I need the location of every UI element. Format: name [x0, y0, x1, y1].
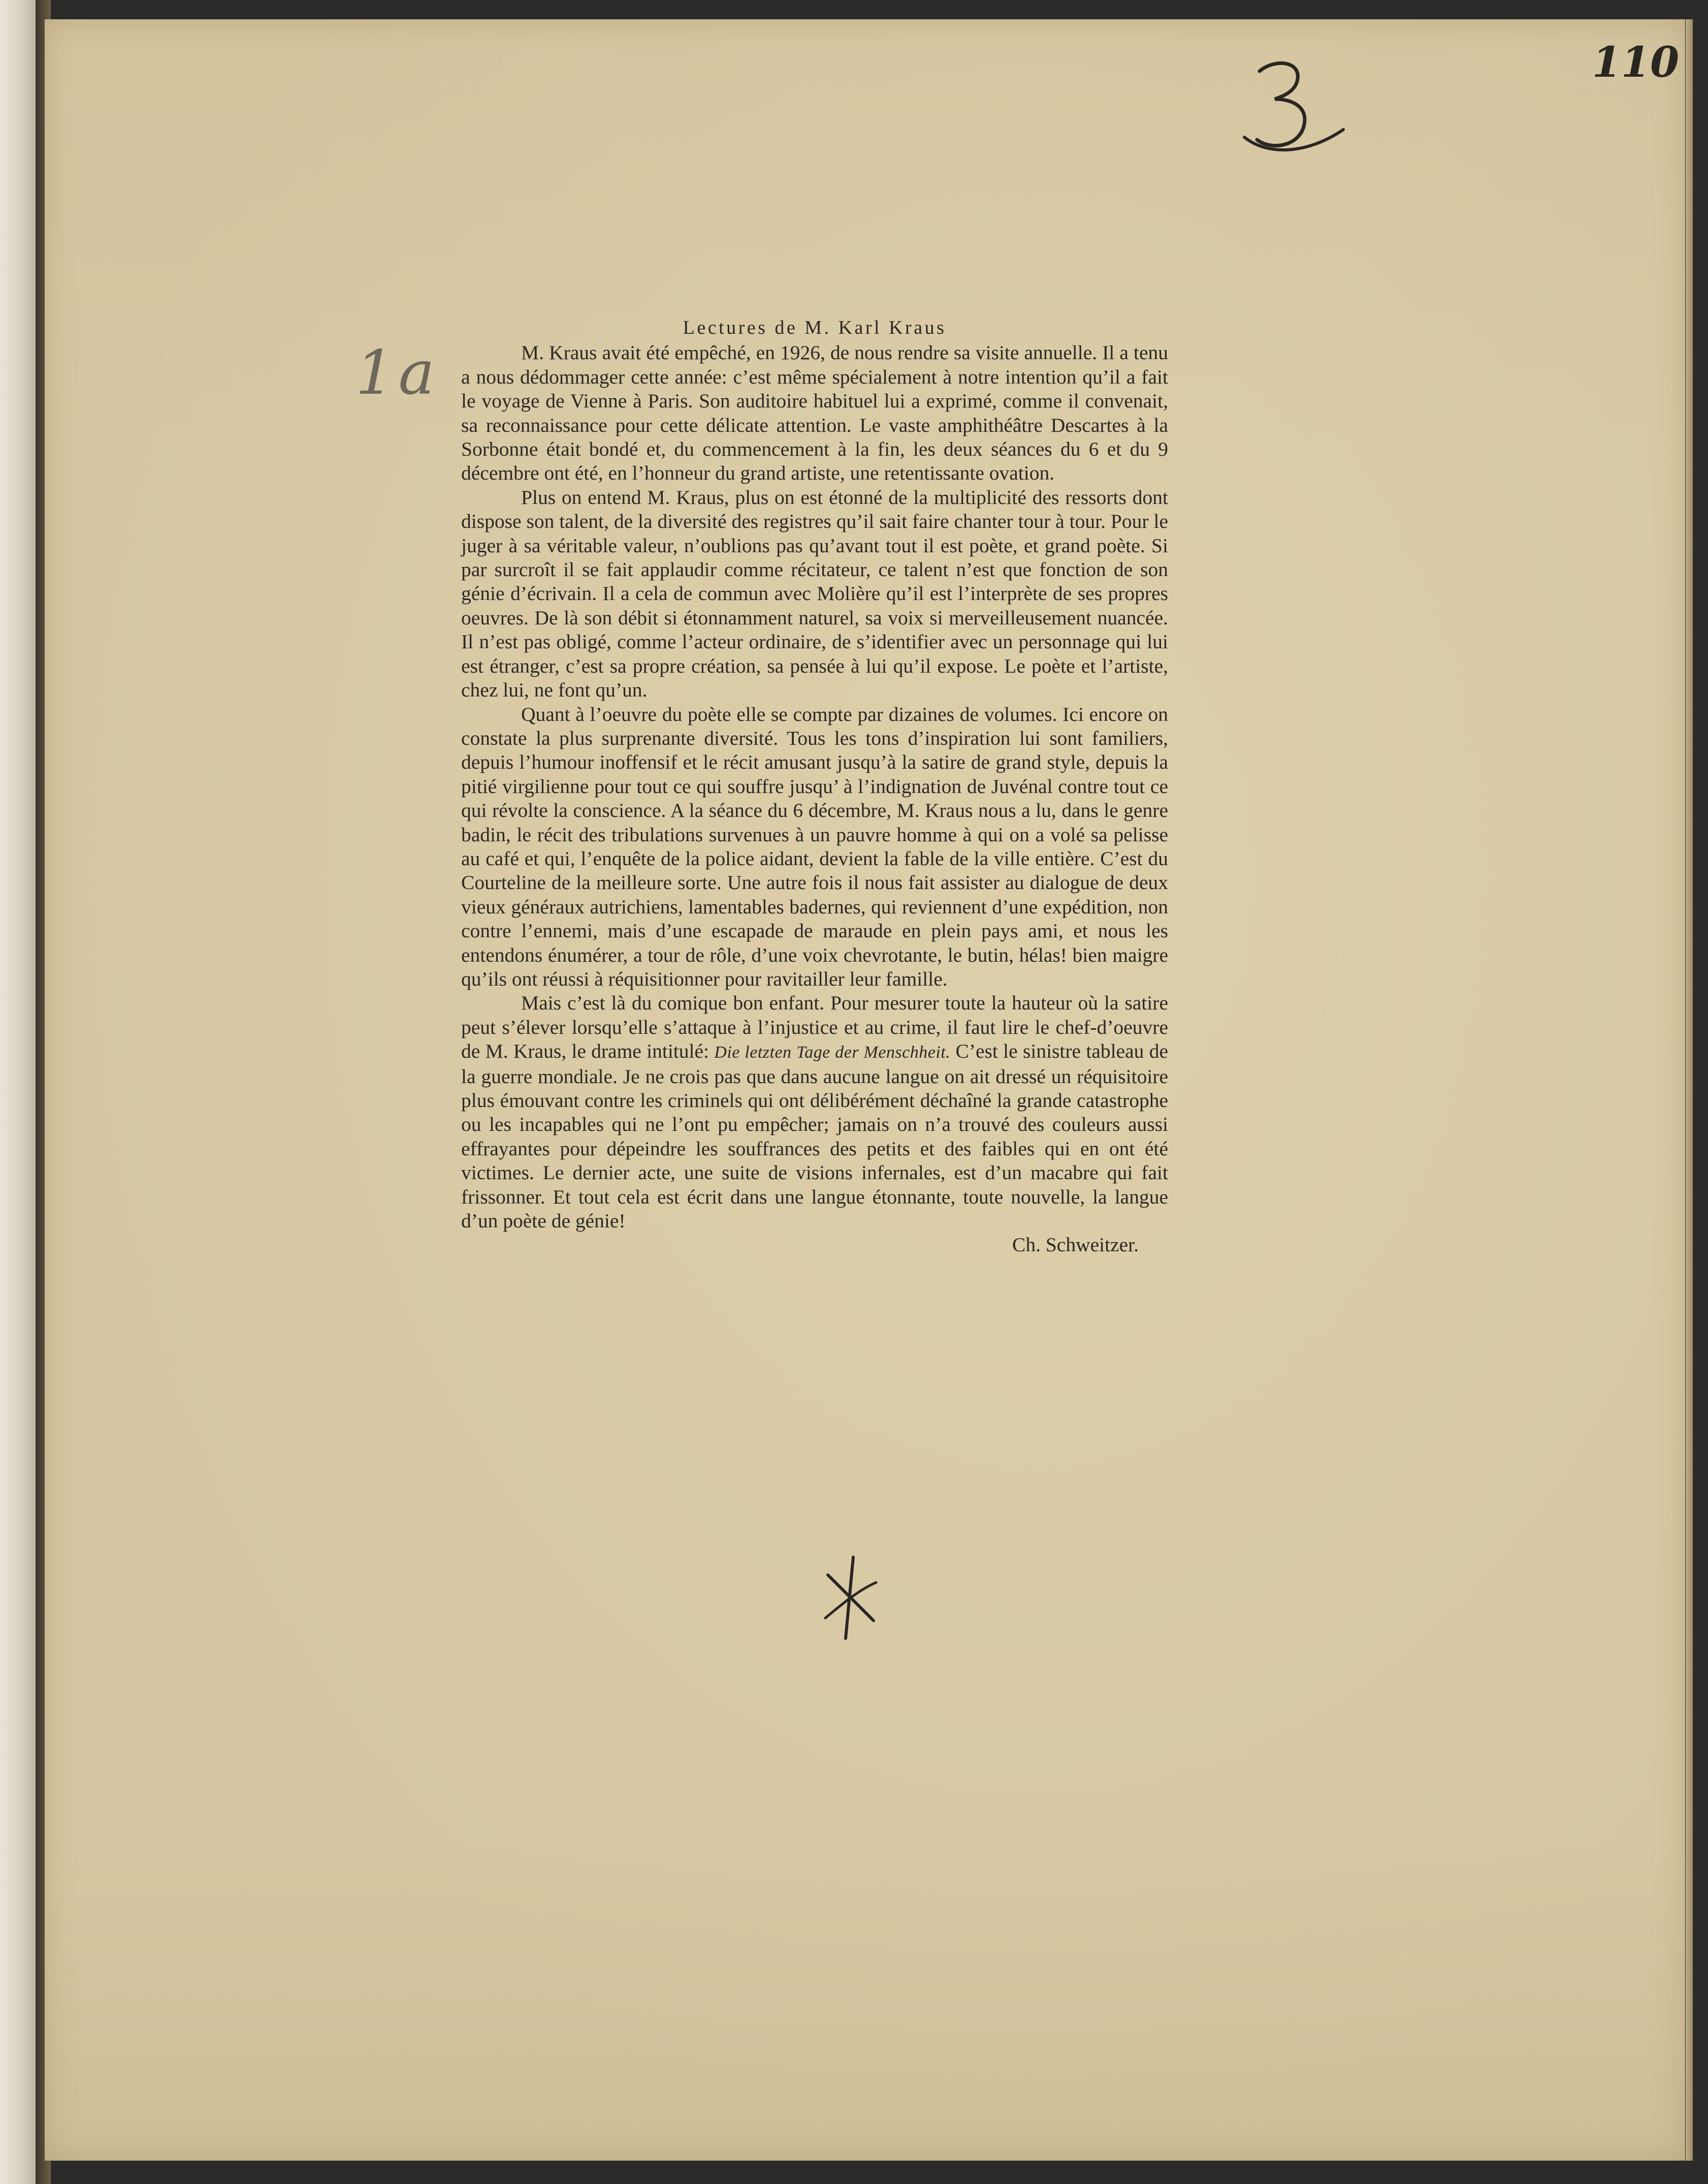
- drama-title: Die letzten Tage der Menschheit.: [714, 1043, 951, 1062]
- article: [461, 316, 1168, 1257]
- handwritten-cross-mark: [818, 1555, 884, 1641]
- margin-pencil-note: 1a: [356, 338, 439, 408]
- page-edge: [1686, 19, 1693, 2161]
- article-title: Lectures de M. Karl Kraus: [683, 317, 947, 338]
- book-binding: [0, 0, 36, 2184]
- handwritten-sheet-number: [1239, 48, 1351, 160]
- paragraph-2: Plus on entend M. Kraus, plus on est étonné de la multiplicité des ressorts dont dispose son talent, de la diversité des registres qu’il sait faire chanter tour à tour. Pour le juger à sa véritable valeur, n’oublions pas qu’avant tout il est poète, et grand poète. Si par surcroît il se fait applaudir comme récitateur, ce talent n’est que fonction de son génie d’écrivain. Il a cela de commun avec Molière qu’il est l’interprète de ses propres oeuvres. De là son débit si étonnamment naturel, sa voix si merveilleusement nuancée. Il n’est pas obligé, comme l’acteur ordinaire, de s’identifier avec un personnage qui lui est étranger, c’est sa propre création, sa pensée à lui qu’il expose. Le poète et l’artiste, chez lui, ne font qu’un.: [461, 486, 1168, 702]
- paragraph-4: [461, 991, 1168, 1233]
- paragraph-1: M. Kraus avait été empêché, en 1926, de nous rendre sa visite annuelle. Il a tenu a nous dédommager cette année: c’est même spécialement à notre intention qu’il a fait le voyage de Vienne à Paris. Son auditoire habituel lui a exprimé, comme il convenait, sa reconnaissance pour cette délicate attention. Le vaste amphithéâtre Descartes à la Sorbonne était bondé et, du commencement à la fin, les deux séances du 6 et du 9 décembre ont été, en l’honneur du grand artiste, une retentissante ovation.: [461, 341, 1168, 485]
- paragraph-4-start: Mais c’est là du comique bon enfant. Pour mesurer toute la hauteur où la satire peut s’élever lorsqu’elle s’attaque à l’injustice et au crime, il faut lire le chef-d’oeuvre de M. Kraus, le drame intitulé:: [461, 992, 1168, 1063]
- paragraph-3: Quant à l’oeuvre du poète elle se compte par dizaines de volumes. Ici encore on constate la plus surprenante diversité. Tous les tons d’inspiration lui sont familiers, depuis l’humour inoffensif et le récit amusant jusqu’à la satire de grand style, depuis la pitié virgilienne pour tout ce qui souffre jusqu’ à l’indignation de Juvénal contre tout ce qui révolte la conscience. A la séance du 6 décembre, M. Kraus nous a lu, dans le genre badin, le récit des tribulations survenues à un pauvre homme à qui on a volé sa pelisse au café et qui, l’enquête de la police aidant, devient la fable de la ville entière. C’est du Courteline de la meilleure sorte. Une autre fois il nous fait assister au dialogue de deux vieux généraux autrichiens, lamentables badernes, qui reviennent d’une expédition, non contre l’ennemi, mais d’une escapade de maraude en plein pays ami, et nous les entendons énumérer, a tour de rôle, d’une voix chevrotante, le butin, hélas! bien maigre qu’ils ont réussi à réquisitionner pour ravitailler leur famille.: [461, 703, 1168, 990]
- sheet-number-text: 3: [1239, 48, 1240, 49]
- author-signature: Ch. Schweitzer.: [1012, 1233, 1139, 1256]
- paragraph-4-end: C’est le sinistre tableau de la guerre mondiale. Je ne crois pas que dans aucune langue on ait dressé un réquisitoire plus émouvant contre les criminels qui ont délibérément déchaîné la grande catastrophe ou les incapables qui ne l’ont pu empêcher; jamais on n’a trouvé des couleurs aussi effrayantes pour dépeindre les souffrances des petits et des faibles qui en ont été victimes. Le dernier acte, une suite de visions infernales, est d’un macabre qui fait frissonner. Et tout cela est écrit dans une langue étonnante, toute nouvelle, la langue d’un poète de génie!: [461, 1040, 1168, 1232]
- folio-number: 110: [1592, 38, 1680, 87]
